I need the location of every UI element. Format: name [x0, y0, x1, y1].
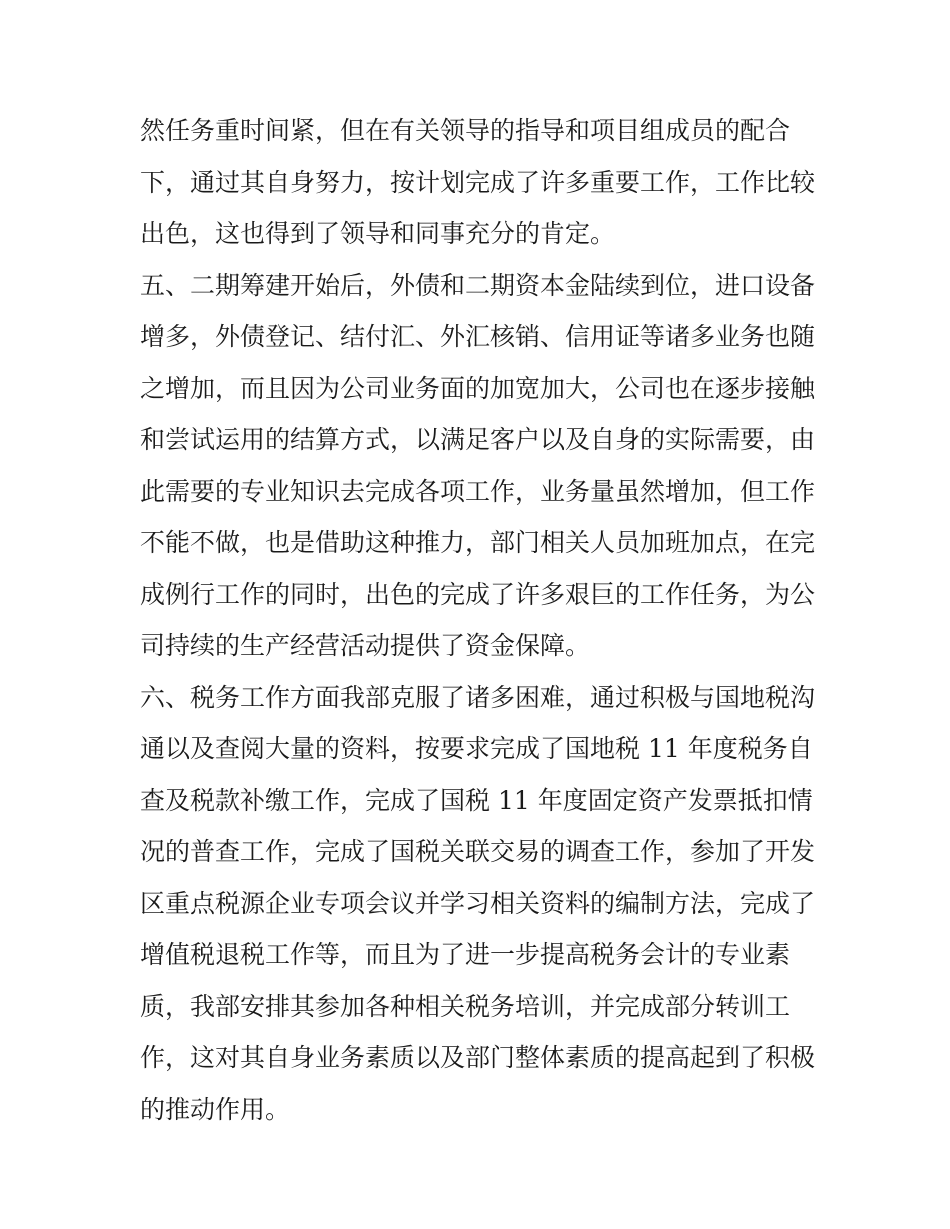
text-line: 不能不做，也是借助这种推力，部门相关人员加班加点，在完 [140, 528, 816, 557]
text-line: 此需要的专业知识去完成各项工作，业务量虽然增加，但工作 [140, 476, 816, 506]
text-line: 质，我部安排其参加各种相关税务培训，并完成部分转训工 [140, 991, 791, 1021]
text-line: 之增加，而且因为公司业务面的加宽加大，公司也在逐步接触 [140, 373, 816, 403]
body-text [140, 105, 820, 1135]
text-line: 况的普查工作，完成了国税关联交易的调查工作，参加了开发 [140, 837, 816, 866]
text-line: 区重点税源企业专项会议并学习相关资料的编制方法，完成了 [140, 888, 816, 918]
text-line: 增多，外债登记、结付汇、外汇核销、信用证等诸多业务也随 [140, 322, 816, 351]
text-line: 通以及查阅大量的资料，按要求完成了国地税 11 年度税务自 [140, 734, 813, 763]
text-line: 的推动作用。 [140, 1094, 291, 1124]
text-line: 和尝试运用的结算方式，以满足客户以及自身的实际需要，由 [140, 425, 816, 454]
text-line: 作，这对其自身业务素质以及部门整体素质的提高起到了积极 [140, 1043, 816, 1072]
text-line: 查及税款补缴工作，完成了国税 11 年度固定资产发票抵扣情 [140, 785, 813, 815]
text-line: 六、税务工作方面我部克服了诸多困难，通过积极与国地税沟 [140, 682, 816, 712]
text-line: 五、二期筹建开始后，外债和二期资本金陆续到位，进口设备 [140, 270, 816, 300]
text-line: 下，通过其自身努力，按计划完成了许多重要工作，工作比较 [140, 167, 816, 197]
text-line: 然任务重时间紧，但在有关领导的指导和项目组成员的配合 [140, 116, 791, 145]
text-line: 司持续的生产经营活动提供了资金保障。 [140, 631, 591, 660]
text-line: 增值税退税工作等，而且为了进一步提高税务会计的专业素 [140, 940, 791, 969]
text-line: 成例行工作的同时，出色的完成了许多艰巨的工作任务，为公 [140, 579, 816, 609]
text-line: 出色，这也得到了领导和同事充分的肯定。 [140, 219, 616, 248]
